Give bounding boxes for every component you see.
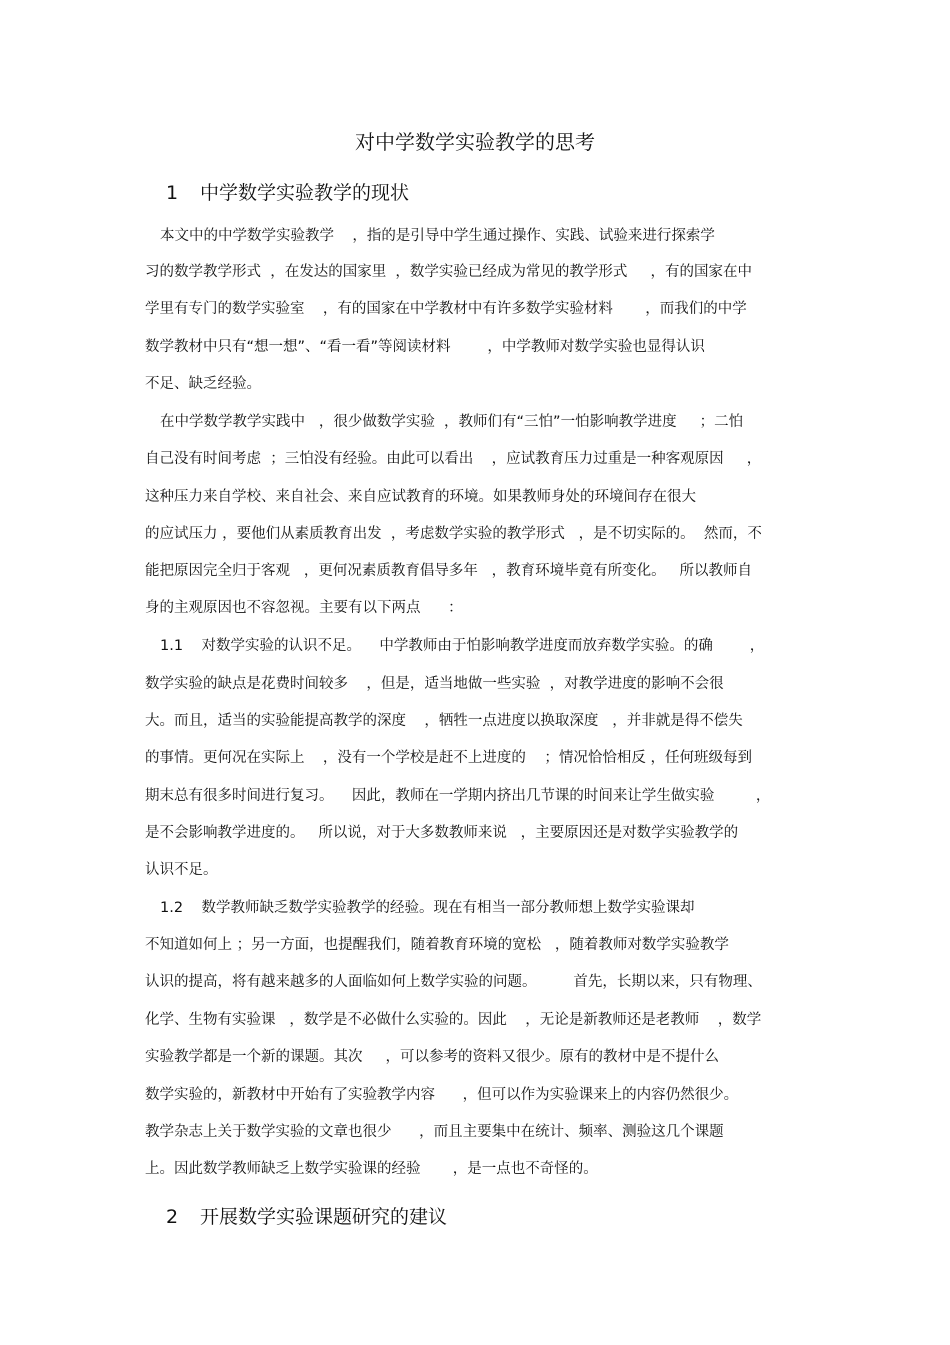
paragraph-line: 数学教材中只有“想一想”、“看一看”等阅读材料 ，中学教师对数学实验也显得认识 xyxy=(145,339,705,355)
paragraph-line: 实验教学都是一个新的课题。其次 ，可以参考的资料又很少。原有的教材中是不提什么 xyxy=(145,1049,720,1065)
section-number: 1 xyxy=(166,182,179,204)
paragraph-line: 上。因此数学教师缺乏上数学实验课的经验 ，是一点也不奇怪的。 xyxy=(145,1161,598,1177)
section-heading-2 xyxy=(166,1204,447,1230)
paragraph-line: 化学、生物有实验课 ，数学是不必做什么实验的。因此 ，无论是新教师还是老教师 ，数学 xyxy=(145,1012,762,1028)
document-title: 对中学数学实验教学的思考 xyxy=(355,130,595,154)
subsection-line: 1.1 对数学实验的认识不足。 中学教师由于怕影响教学进度而放弃数学实验。的确 ， xyxy=(160,638,765,654)
paragraph-line: 在中学数学教学实践中 ，很少做数学实验 ，教师们有“三怕”一怕影响教学进度 ；二怕 xyxy=(160,414,744,430)
section-number: 2 xyxy=(166,1206,179,1228)
section-heading-1 xyxy=(166,180,409,206)
paragraph-line: 能把原因完全归于客观 ，更何况素质教育倡导多年 ，教育环境毕竟有所变化。 所以教师自 xyxy=(145,563,752,579)
paragraph-line: 认识的提高，将有越来越多的人面临如何上数学实验的问题。 首先，长期以来，只有物理、 xyxy=(145,974,762,990)
paragraph-line: 身的主观原因也不容忽视。主要有以下两点 ： xyxy=(145,600,463,616)
section-title: 中学数学实验教学的现状 xyxy=(200,182,410,204)
paragraph-line: 不知道如何上 ；另一方面，也提醒我们，随着教育环境的宽松 ，随着教师对数学实验教学 xyxy=(145,937,729,953)
paragraph-line: 大。而且，适当的实验能提高教学的深度 ，牺牲一点进度以换取深度 ，并非就是得不偿失 xyxy=(145,713,743,729)
paragraph-line: 是不会影响教学进度的。 所以说，对于大多数教师来说 ，主要原因还是对数学实验教学的 xyxy=(145,825,739,841)
paragraph-line: 的事情。更何况在实际上 ，没有一个学校是赶不上进度的 ；情况恰恰相反 ，任何班级每到 xyxy=(145,750,752,766)
paragraph-line: 的应试压力 ，要他们从素质教育出发 ，考虑数学实验的教学形式 ，是不切实际的。 然而，不 xyxy=(145,526,762,542)
paragraph-line: 期末总有很多时间进行复习。 因此，教师在一学期内挤出几节课的时间来让学生做实验 ， xyxy=(145,788,771,804)
paragraph-line: 认识不足。 xyxy=(145,862,218,878)
paragraph-line: 本文中的中学数学实验教学 ，指的是引导中学生通过操作、实践、试验来进行探索学 xyxy=(160,228,715,244)
paragraph-line: 学里有专门的数学实验室 ，有的国家在中学教材中有许多数学实验材料 ，而我们的中学 xyxy=(145,301,747,317)
section-title: 开展数学实验课题研究的建议 xyxy=(200,1206,448,1228)
paragraph-line: 习的数学教学形式 ，在发达的国家里 ，数学实验已经成为常见的教学形式 ，有的国家在中 xyxy=(145,264,752,280)
paragraph-line: 自己没有时间考虑 ；三怕没有经验。由此可以看出 ，应试教育压力过重是一种客观原因 ， xyxy=(145,451,762,467)
paragraph-line: 教学杂志上关于数学实验的文章也很少 ，而且主要集中在统计、频率、测验这几个课题 xyxy=(145,1124,724,1140)
paragraph-line: 数学实验的缺点是花费时间较多 ，但是，适当地做一些实验 ，对教学进度的影响不会很 xyxy=(145,676,724,692)
paragraph-line: 这种压力来自学校、来自社会、来自应试教育的环境。如果教师身处的环境间存在很大 xyxy=(145,489,696,505)
subsection-line: 1.2 数学教师缺乏数学实验教学的经验。现在有相当一部分教师想上数学实验课却 xyxy=(160,900,695,916)
paragraph-line: 不足、缺乏经验。 xyxy=(145,376,261,392)
paragraph-line: 数学实验的，新教材中开始有了实验教学内容 ，但可以作为实验课来上的内容仍然很少。 xyxy=(145,1087,739,1103)
